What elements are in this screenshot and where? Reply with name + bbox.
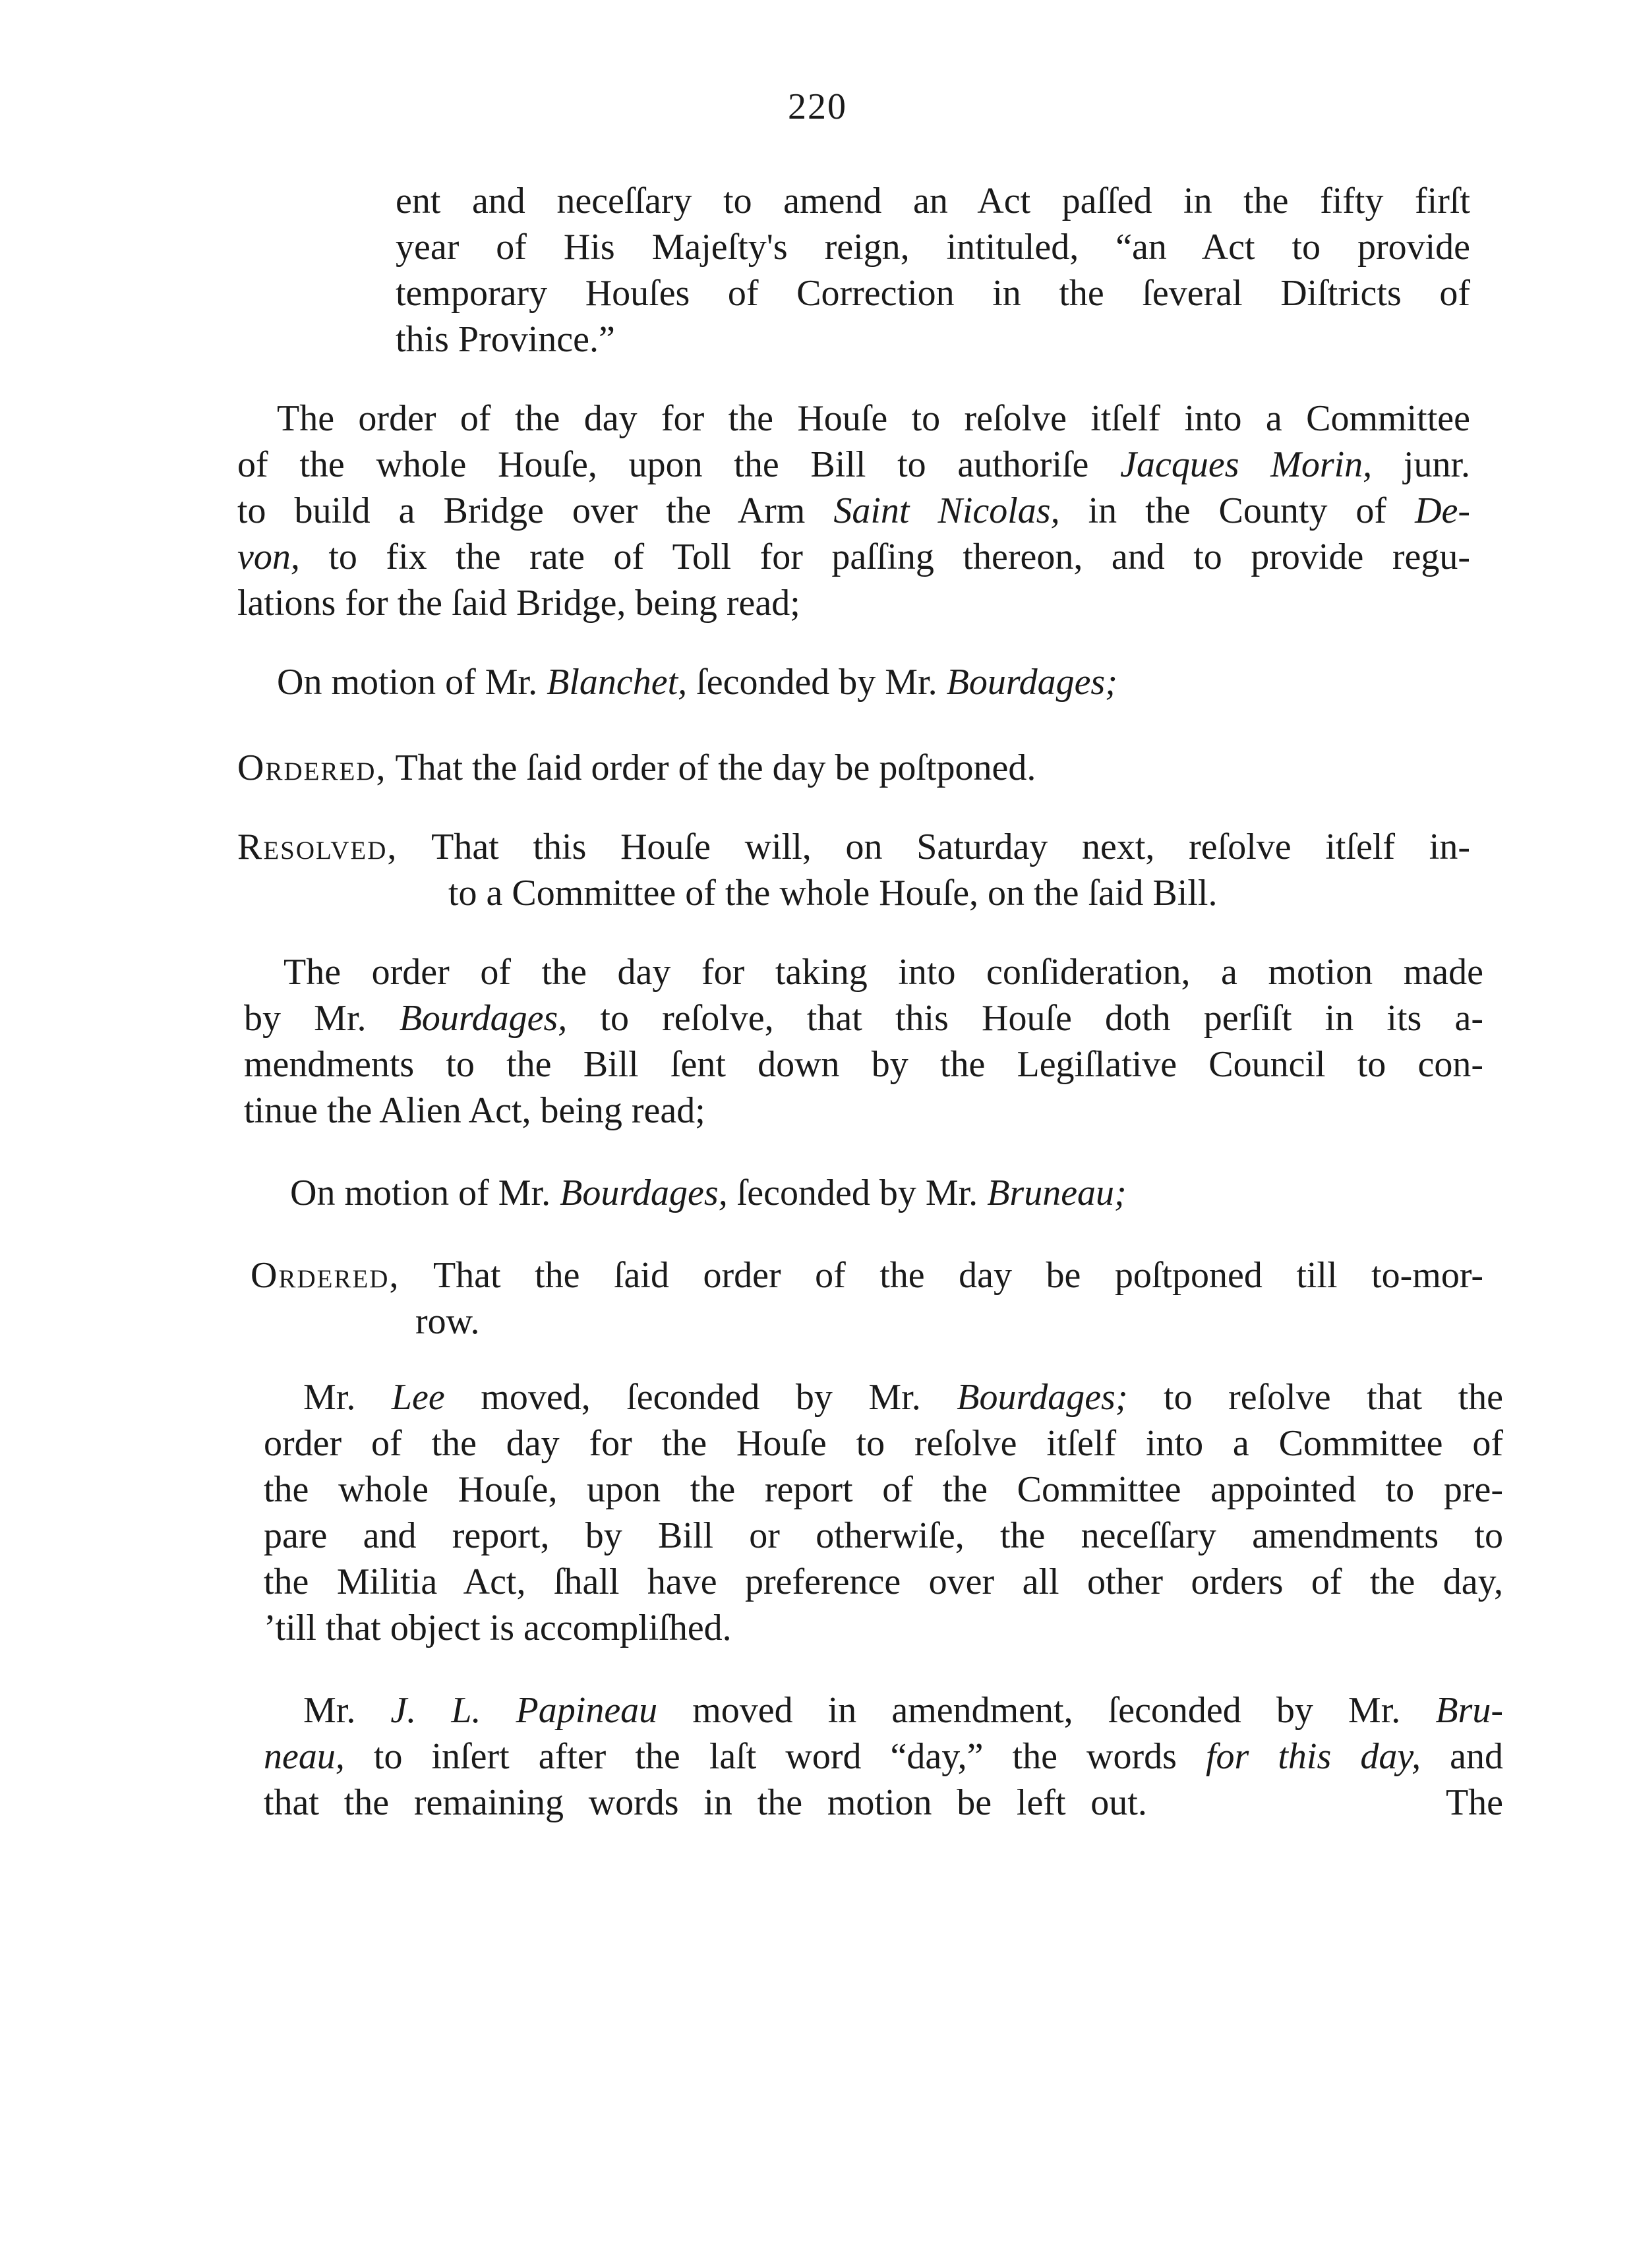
text-line xyxy=(277,659,1464,705)
person-name: Bru- xyxy=(1435,1690,1503,1731)
text-line xyxy=(244,995,1483,1041)
text-line: lations for the ſaid Bridge, being read; xyxy=(237,583,800,624)
text-line xyxy=(237,488,1470,534)
paragraph-ordered-postponed xyxy=(237,745,1464,791)
text-line xyxy=(290,1170,1477,1216)
text-run: On motion of Mr. xyxy=(290,1173,560,1213)
ordered-label: Ordered, xyxy=(251,1255,400,1296)
person-name: Blanchet, xyxy=(547,662,688,703)
page-number: 220 xyxy=(788,86,847,127)
text-run: and xyxy=(1421,1736,1504,1777)
text-run: to fix the rate of Toll for paſſing thereon, and to provide regu- xyxy=(299,537,1470,577)
text-line: temporary Houſes of Correction in the ſeveral Diſtricts of xyxy=(396,273,1470,314)
person-name: Lee xyxy=(391,1377,445,1418)
paragraph-motion-blanchet xyxy=(277,659,1464,705)
paragraph-order-bridge-bill xyxy=(237,395,1470,626)
text-run: to build a Bridge over the Arm xyxy=(237,490,834,531)
resolved-label: Resolved, xyxy=(237,827,398,867)
catchword: The xyxy=(1445,1782,1503,1823)
text-line: tinue the Alien Act, being read; xyxy=(244,1090,705,1131)
text-line xyxy=(251,1252,1483,1298)
text-run: Mr. xyxy=(303,1377,392,1418)
text-run: moved, ſeconded by Mr. xyxy=(444,1377,957,1418)
text-run: Mr. xyxy=(303,1690,391,1731)
person-name: J. L. Papineau xyxy=(390,1690,658,1731)
text-run: in the County of xyxy=(1059,490,1415,531)
quoted-words: for this day, xyxy=(1205,1736,1421,1777)
place-name: De- xyxy=(1415,490,1471,531)
text-line: ’till that object is accompliſhed. xyxy=(264,1608,732,1648)
ordered-label: Ordered, xyxy=(237,747,387,788)
text-run: that the remaining words in the motion be left out. xyxy=(264,1782,1147,1823)
text-line: the whole Houſe, upon the report of the Committee appointed to pre- xyxy=(264,1469,1503,1510)
text-run: That the ſaid order of the day be poſtponed. xyxy=(386,747,1036,788)
text-line: order of the day for the Houſe to reſolve itſelf into a Committee of xyxy=(264,1423,1503,1464)
paragraph-ordered-tomorrow xyxy=(251,1252,1483,1345)
person-name: neau, xyxy=(264,1736,345,1777)
text-run: moved in amendment, ſeconded by Mr. xyxy=(657,1690,1436,1731)
person-name: Bourdages; xyxy=(946,662,1117,703)
text-run: to reſolve, that this Houſe doth perſiſt in its a- xyxy=(567,998,1483,1039)
person-name: Bourdages; xyxy=(957,1377,1128,1418)
paragraph-resolved-saturday xyxy=(237,824,1470,916)
text-line: to a Committee of the whole Houſe, on the ſaid Bill. xyxy=(448,873,1218,914)
place-name: Saint Nicolas, xyxy=(833,490,1060,531)
text-run: to reſolve that the xyxy=(1127,1377,1504,1418)
text-line xyxy=(264,1374,1503,1420)
person-name: Bruneau; xyxy=(987,1173,1127,1213)
text-run: by Mr. xyxy=(244,998,400,1039)
paragraph-lee-militia-motion xyxy=(264,1374,1503,1651)
text-line: year of His Majeſty's reign, intituled, “an Act to provide xyxy=(396,227,1470,268)
text-run: That this Houſe will, on Saturday next, reſolve itſelf in- xyxy=(398,827,1470,867)
person-name: Jacques Morin, xyxy=(1120,444,1373,485)
text-line: mendments to the Bill ſent down by the Legiſlative Council to con- xyxy=(244,1044,1483,1085)
text-line xyxy=(237,824,1470,870)
text-run: ſeconded by Mr. xyxy=(727,1173,988,1213)
text-line: this Province.” xyxy=(396,319,615,360)
text-line xyxy=(237,745,1464,791)
text-line xyxy=(264,1733,1503,1780)
text-line xyxy=(264,1687,1503,1733)
paragraph-papineau-amendment xyxy=(264,1687,1503,1826)
text-line: The order of the day for taking into conſideration, a motion made xyxy=(283,952,1483,993)
text-line: The order of the day for the Houſe to reſolve itſelf into a Committee xyxy=(277,398,1470,439)
text-run: That the ſaid order of the day be poſtponed till to-mor- xyxy=(400,1255,1483,1296)
paragraph-motion-bourdages xyxy=(290,1170,1477,1216)
text-run: of the whole Houſe, upon the Bill to authoriſe xyxy=(237,444,1121,485)
text-line: pare and report, by Bill or otherwiſe, the neceſſary amendments to xyxy=(264,1515,1503,1556)
text-line xyxy=(264,1780,1503,1826)
paragraph-continued-act-title xyxy=(396,178,1470,363)
place-name: von, xyxy=(237,537,300,577)
text-run: ſeconded by Mr. xyxy=(687,662,947,703)
person-name: Bourdages, xyxy=(399,998,568,1039)
paragraph-order-alien-act xyxy=(244,949,1483,1134)
person-name: Bourdages, xyxy=(560,1173,728,1213)
text-line xyxy=(237,534,1470,580)
text-run: junr. xyxy=(1372,444,1471,485)
text-run: On motion of Mr. xyxy=(277,662,547,703)
text-run: to inſert after the laſt word “day,” the words xyxy=(344,1736,1206,1777)
text-line: the Militia Act, ſhall have preference over all other orders of the day, xyxy=(264,1561,1503,1602)
text-line: row. xyxy=(415,1301,480,1342)
text-line: ent and neceſſary to amend an Act paſſed in the fifty firſt xyxy=(396,181,1470,221)
text-line xyxy=(237,442,1470,488)
